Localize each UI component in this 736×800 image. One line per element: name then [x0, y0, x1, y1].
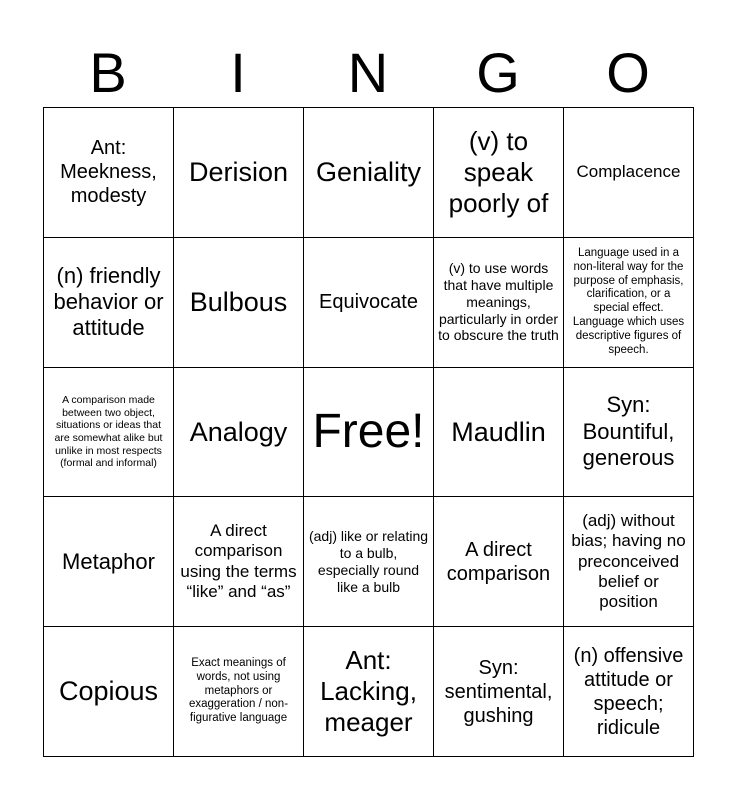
bingo-board — [43, 107, 694, 757]
free-cell: Free! — [304, 367, 434, 497]
bingo-cell: A direct comparison using the terms “like” and “as” — [174, 497, 304, 627]
bingo-cell: Complacence — [564, 108, 694, 238]
bingo-cell: (n) offensive attitude or speech; ridicule — [564, 627, 694, 757]
bingo-cell: Language used in a non-literal way for the purpose of emphasis, clarification, or a special effect. Language which uses descriptive figures of speech. — [564, 237, 694, 367]
bingo-cell: Bulbous — [174, 237, 304, 367]
header-letter-o: O — [606, 41, 650, 104]
bingo-cell: Syn: sentimental, gushing — [434, 627, 564, 757]
header-letter-g: G — [476, 41, 520, 104]
bingo-cell: (adj) like or relating to a bulb, especially round like a bulb — [304, 497, 434, 627]
bingo-cell: Maudlin — [434, 367, 564, 497]
board-row — [44, 627, 694, 757]
bingo-cell: A direct comparison — [434, 497, 564, 627]
bingo-cell: Analogy — [174, 367, 304, 497]
bingo-cell: Ant: Meekness, modesty — [44, 108, 174, 238]
header-letter-i: I — [230, 41, 246, 104]
board-row — [44, 108, 694, 238]
bingo-cell: (v) to speak poorly of — [434, 108, 564, 238]
board-row — [44, 237, 694, 367]
bingo-cell: Ant: Lacking, meager — [304, 627, 434, 757]
bingo-cell: Exact meanings of words, not using metaphors or exaggeration / non-figurative language — [174, 627, 304, 757]
bingo-cell: Metaphor — [44, 497, 174, 627]
bingo-cell: Equivocate — [304, 237, 434, 367]
bingo-cell: Geniality — [304, 108, 434, 238]
bingo-cell: A comparison made between two object, situations or ideas that are somewhat alike but unlike in most respects (formal and informal) — [44, 367, 174, 497]
bingo-cell: Copious — [44, 627, 174, 757]
bingo-cell: (v) to use words that have multiple meanings, particularly in order to obscure the truth — [434, 237, 564, 367]
bingo-header — [43, 40, 693, 106]
bingo-cell: Syn: Bountiful, generous — [564, 367, 694, 497]
board-row — [44, 497, 694, 627]
bingo-cell: (adj) without bias; having no preconceived belief or position — [564, 497, 694, 627]
bingo-cell: Derision — [174, 108, 304, 238]
board-row — [44, 367, 694, 497]
header-letter-b: B — [89, 41, 127, 104]
bingo-cell: (n) friendly behavior or attitude — [44, 237, 174, 367]
header-letter-n: N — [347, 41, 389, 104]
